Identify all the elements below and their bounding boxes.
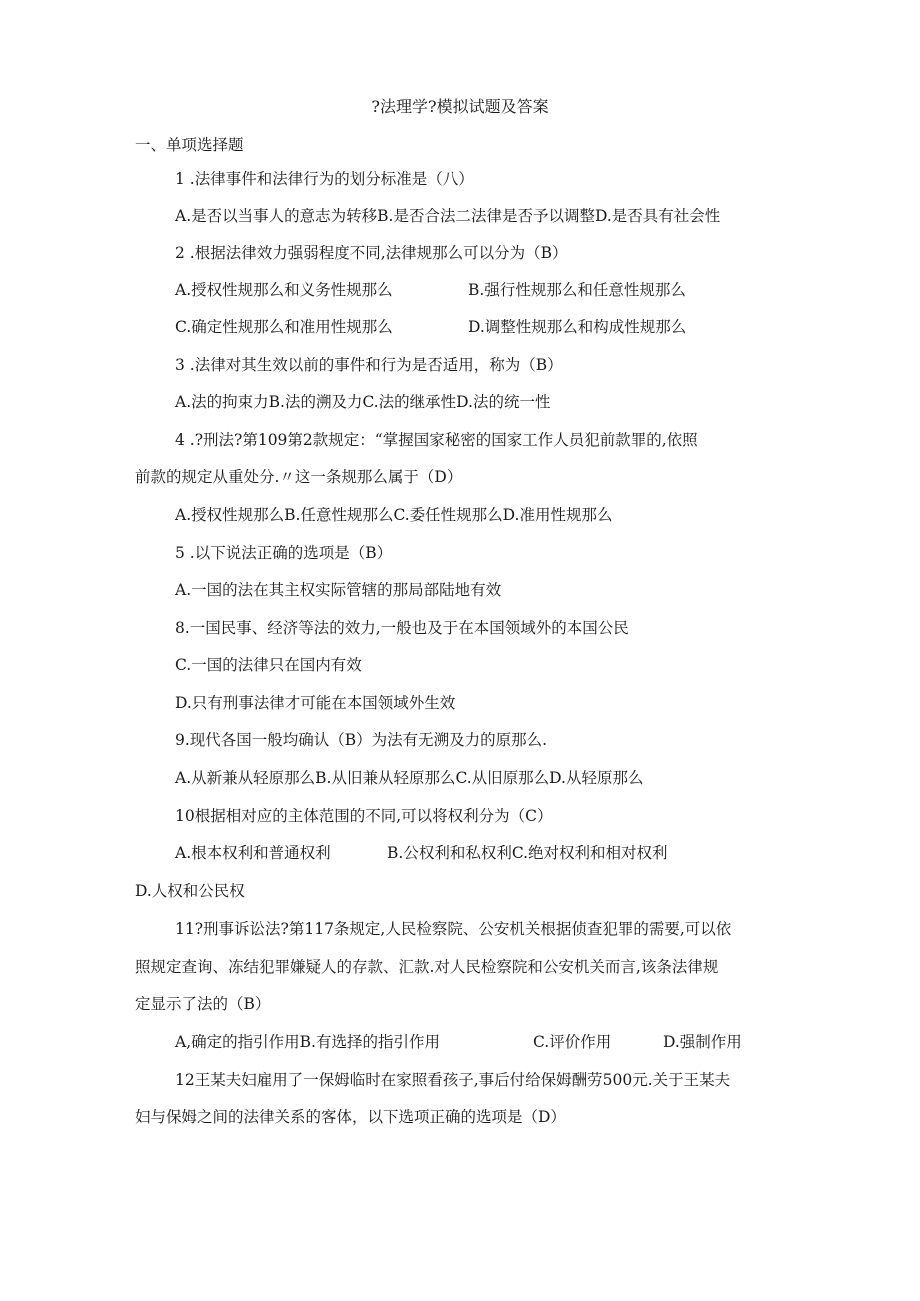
question-11-option-d: D.强制作用 [663, 1033, 742, 1051]
question-5-option-b: 8.一国民事、经济等法的效力,一般也及于在本国领域外的本国公民 [175, 619, 629, 637]
question-1-options: A.是否以当事人的意志为转移B.是否合法二法律是否予以调整D.是否具有社会性 [175, 207, 721, 225]
question-2-option-a: A.授权性规那么和义务性规那么 [175, 281, 393, 299]
question-9-options: A.从新兼从轻原那么B.从旧兼从轻原那么C.从旧原那么D.从轻原那么 [175, 769, 644, 787]
question-3-options: A.法的拘束力B.法的溯及力C.法的继承性D.法的统一性 [175, 393, 551, 411]
question-11-line-2: 照规定查询、冻结犯罪嫌疑人的存款、汇款.对人民检察院和公安机关而言,该条法律规 [135, 958, 719, 976]
document-title: ?法理学?模拟试题及答案 [371, 97, 549, 116]
question-11-option-ab: Α,确定的指引作用B.有选择的指引作用 [175, 1033, 440, 1051]
question-5-option-c: C.一国的法律只在国内有效 [175, 656, 362, 674]
question-10-option-a: A.根本权利和普通权利 [175, 844, 331, 862]
question-4-options: A.授权性规那么B.任意性规那么C.委任性规那么D.准用性规那么 [175, 506, 613, 524]
question-10-option-bc: B.公权利和私权利C.绝对权利和相对权利 [387, 844, 668, 862]
question-9-stem: 9.现代各国一般均确认（B）为法有无溯及力的原那么. [175, 731, 548, 749]
question-2-stem: 2 .根据法律效力强弱程度不同,法律规那么可以分为（B） [175, 244, 568, 262]
question-12-line-1: 12王某夫妇雇用了一保姆临时在家照看孩子,事后付给保姆酬劳500元.关于王某夫 [175, 1071, 731, 1089]
question-10-option-d: D.人权和公民权 [135, 882, 245, 900]
question-2-option-d: D.调整性规那么和构成性规那么 [468, 318, 687, 336]
question-10-stem: 10根据相对应的主体范围的不同,可以将权利分为（C） [175, 807, 553, 825]
question-2-option-b: B.强行性规那么和任意性规那么 [468, 281, 686, 299]
question-11-line-1: 11?刑事诉讼法?第117条规定,人民检察院、公安机关根据侦查犯罪的需要,可以依 [175, 920, 732, 938]
question-5-option-a: A.一国的法在其主权实际管辖的那局部陆地有效 [175, 581, 502, 599]
question-2-option-c: C.确定性规那么和准用性规那么 [175, 318, 393, 336]
question-3-stem: 3 .法律对其生效以前的事件和行为是否适用，称为（B） [175, 356, 563, 374]
question-12-line-2: 妇与保姆之间的法律关系的客体，以下选项正确的选项是（D） [135, 1108, 566, 1126]
question-5-option-d: D.只有刑事法律才可能在本国领域外生效 [175, 694, 456, 712]
question-11-line-3: 定显示了法的（B） [135, 995, 271, 1013]
question-1-stem: 1 .法律事件和法律行为的划分标准是（八） [175, 170, 474, 188]
question-5-stem: 5 .以下说法正确的选项是（B） [175, 544, 393, 562]
section-heading: 一、单项选择题 [135, 136, 244, 154]
question-11-option-c: C.评价作用 [533, 1033, 612, 1051]
question-4-stem-line-1: 4 .?刑法?第109第2款规定：“掌握国家秘密的国家工作人员犯前款罪的,依照 [175, 431, 698, 449]
question-4-stem-line-2: 前款的规定从重处分.〃这一条规那么属于（D） [135, 468, 463, 486]
